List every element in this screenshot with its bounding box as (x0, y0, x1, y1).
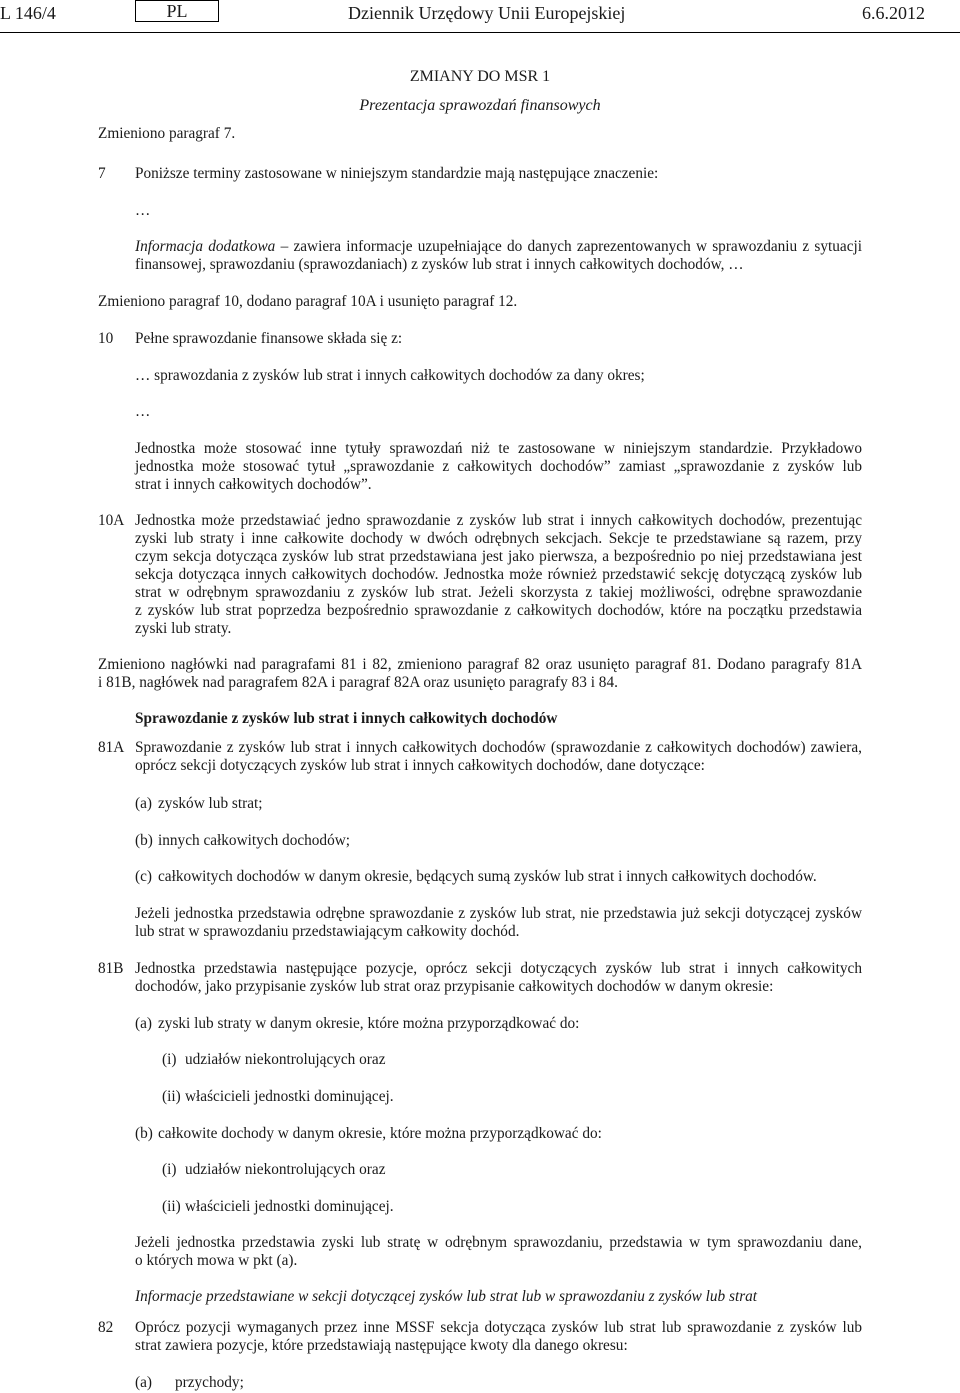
paragraph-text: Poniższe terminy zastosowane w niniejszym standardzie mają następujące znaczenie: (135, 165, 659, 182)
list-item: zyski lub straty w danym okresie, które można przyporządkować do: (158, 1015, 580, 1032)
amendment-note: Zmieniono paragraf 10, dodano paragraf 10A i usunięto paragraf 12. (98, 293, 518, 310)
list-item-label: (a) (135, 1374, 152, 1391)
paragraph-line: Jeżeli jednostka przedstawia zyski lub stratę w odrębnym sprawozdaniu, przedstawia w tym sprawozdaniu dane, (135, 1234, 862, 1251)
publication-date: 6.6.2012 (862, 3, 925, 23)
paragraph-line: lub strat w sprawozdaniu przedstawiającym całkowity dochód. (135, 923, 520, 940)
sub-item: właścicieli jednostki dominującej. (185, 1088, 394, 1105)
list-item-label: (c) (135, 868, 152, 885)
paragraph-number: 10 (98, 330, 114, 347)
paragraph-line: strat i innych całkowitych dochodów”. (135, 476, 372, 493)
definition-text: – zawiera informacje uzupełniające do danych zaprezentowanych w sprawozdaniu z sytuacji (280, 238, 863, 255)
definition-block (135, 238, 862, 256)
paragraph-line: zyski lub straty. (135, 620, 232, 637)
paragraph-line: dochodów, jako przypisanie zysków lub strat oraz przypisanie całkowitych dochodów w danym okresie: (135, 978, 774, 995)
list-item: … sprawozdania z zysków lub strat i innych całkowitych dochodów za dany okres; (135, 367, 645, 384)
page-reference: L 146/4 (0, 3, 56, 23)
paragraph-line: sekcja dotycząca innych całkowitych dochodów. Jednostka może również przedstawić sekcję dotyczącą zysków lub (135, 566, 862, 583)
paragraph-number: 82 (98, 1319, 114, 1336)
section-title: ZMIANY DO MSR 1 (409, 68, 551, 85)
paragraph-line: Jednostka przedstawia następujące pozycje, oprócz sekcji dotyczących zysków lub strat i innych całkowitych (135, 960, 862, 977)
paragraph-line: strat zawiera pozycje, które przedstawiają następujące kwoty dla danego okresu: (135, 1337, 628, 1354)
list-item-label: (b) (135, 832, 153, 849)
paragraph-line: czym sekcja dotycząca zysków lub strat przedstawiana jest jako pierwsza, a bezpośrednio po niej przedstawiana jest (135, 548, 862, 565)
ellipsis: … (135, 202, 151, 219)
sub-item-label: (ii) (162, 1198, 181, 1215)
list-item-label: (a) (135, 1015, 152, 1032)
paragraph-line: oprócz sekcji dotyczących zysków lub strat i innych całkowitych dochodów, dane dotyczące: (135, 757, 705, 774)
sub-item-label: (i) (162, 1161, 177, 1178)
journal-title: Dziennik Urzędowy Unii Europejskiej (348, 3, 626, 23)
paragraph-line: o których mowa w pkt (a). (135, 1252, 298, 1269)
paragraph-line: strat w odrębnym sprawozdaniu z zysków lub strat. Jeżeli skorzysta z takiej możliwości, odrębne sprawozdanie (135, 584, 862, 601)
paragraph-line: Sprawozdanie z zysków lub strat i innych całkowitych dochodów (sprawozdanie z całkowitych dochodów) zawiera, (135, 739, 862, 756)
list-item: całkowitych dochodów w danym okresie, będących sumą zysków lub strat i innych całkowitych dochodów. (158, 868, 817, 885)
list-item: przychody; (175, 1374, 244, 1391)
paragraph-line: Oprócz pozycji wymaganych przez inne MSSF sekcja dotycząca zysków lub strat lub sprawozdanie z zysków lub (135, 1319, 862, 1336)
sub-item-label: (i) (162, 1051, 177, 1068)
paragraph-text: Pełne sprawozdanie finansowe składa się z: (135, 330, 403, 347)
paragraph-line: zyski lub straty i inne całkowite dochody w dwóch odrębnych sekcjach. Sekcje te przedstawiane są razem, przy (135, 530, 862, 547)
ellipsis: … (135, 403, 151, 420)
section-heading: Sprawozdanie z zysków lub strat i innych całkowitych dochodów (135, 710, 558, 727)
sub-item: udziałów niekontrolujących oraz (185, 1161, 386, 1178)
paragraph-line: jednostka może stosować tytuł „sprawozdanie z całkowitych dochodów” zamiast „sprawozdanie z zysków lub (135, 458, 862, 475)
list-item-label: (b) (135, 1125, 153, 1142)
amendment-note: Zmieniono paragraf 7. (98, 125, 236, 142)
paragraph-line: Jednostka może przedstawiać jedno sprawozdanie z zysków lub strat i innych całkowitych dochodów, prezentując (135, 512, 862, 529)
paragraph-number: 81A (98, 739, 125, 756)
sub-item: udziałów niekontrolujących oraz (185, 1051, 386, 1068)
paragraph-number: 10A (98, 512, 125, 529)
section-heading: Informacje przedstawiane w sekcji dotyczącej zysków lub strat lub w sprawozdaniu z zysków lub strat (135, 1288, 758, 1305)
list-item: całkowite dochody w danym okresie, które można przyporządkować do: (158, 1125, 602, 1142)
list-item-label: (a) (135, 795, 152, 812)
list-item: innych całkowitych dochodów; (158, 832, 351, 849)
paragraph-line: Jednostka może stosować inne tytuły sprawozdań niż te zastosowane w niniejszym standardzie. Przykładowo (135, 440, 862, 457)
sub-item-label: (ii) (162, 1088, 181, 1105)
sub-item: właścicieli jednostki dominującej. (185, 1198, 394, 1215)
language-badge: PL (135, 0, 219, 22)
paragraph-number: 7 (98, 165, 106, 182)
amendment-note: i 81B, nagłówek nad paragrafem 82A i paragraf 82A oraz usunięto paragrafy 83 i 84. (98, 674, 618, 691)
amendment-note: Zmieniono nagłówki nad paragrafami 81 i 82, zmieniono paragraf 82 oraz usunięto paragraf 81. Dodano paragrafy 81A (98, 656, 862, 673)
paragraph-number: 81B (98, 960, 124, 977)
header-rule (0, 32, 960, 33)
paragraph-line: Jeżeli jednostka przedstawia odrębne sprawozdanie z zysków lub strat, nie przedstawia już sekcji dotyczącej zysków (135, 905, 862, 922)
list-item: zysków lub strat; (158, 795, 263, 812)
definition-term: Informacja dodatkowa (135, 238, 276, 255)
section-subtitle: Prezentacja sprawozdań finansowych (359, 97, 601, 114)
paragraph-line: z zysków lub strat poprzedza bezpośrednio sprawozdanie z całkowitych dochodów, które na początku przedstawia (135, 602, 862, 619)
definition-text: finansowej, sprawozdaniu (sprawozdaniach) z zysków lub strat i innych całkowitych dochodów, … (135, 256, 744, 273)
